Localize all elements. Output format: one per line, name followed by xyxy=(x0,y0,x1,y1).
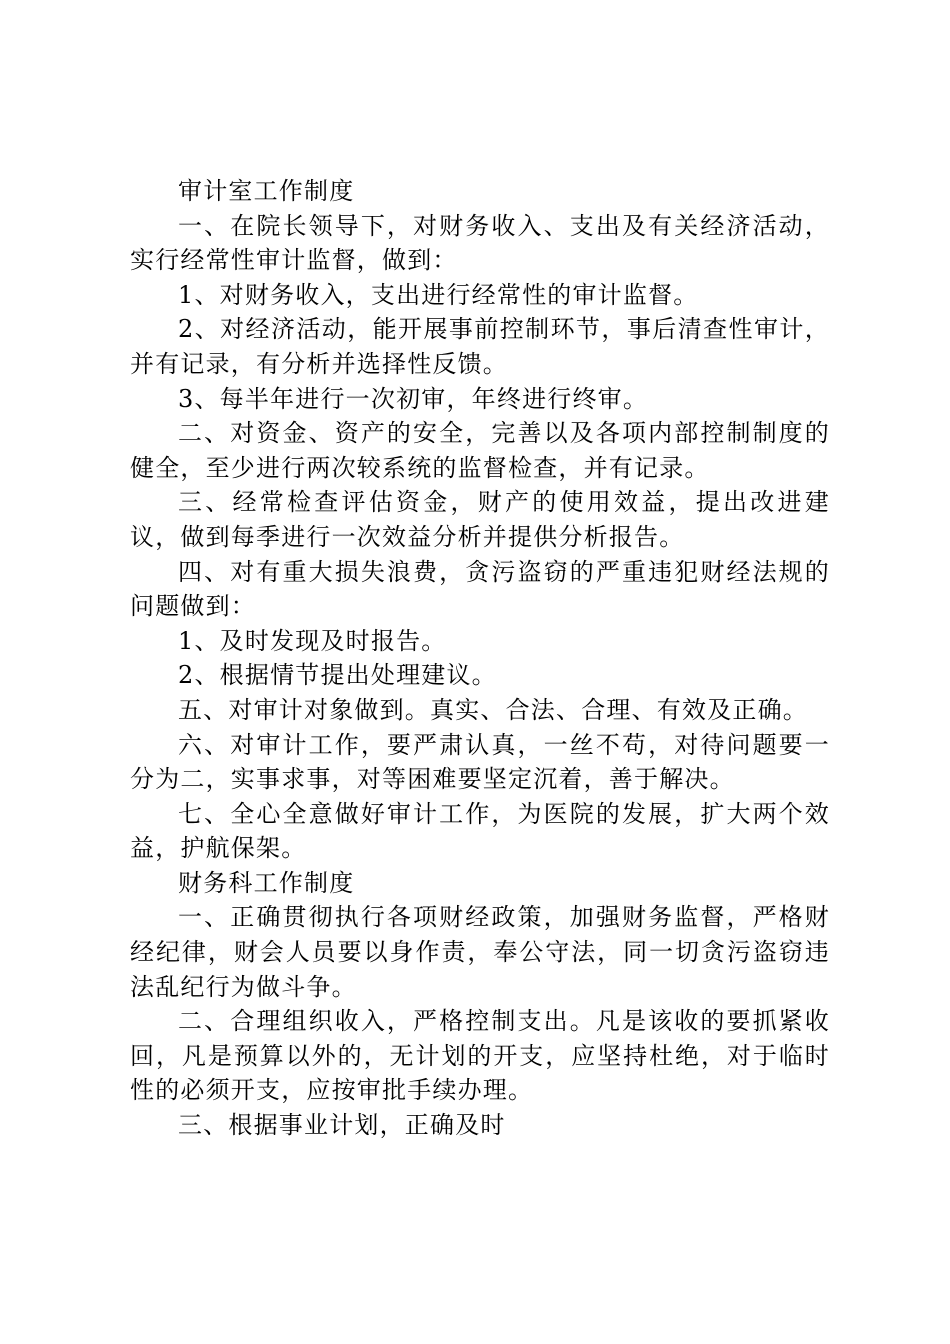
paragraph: 七、全心全意做好审计工作，为医院的发展，扩大两个效益，护航保架。 xyxy=(130,799,830,863)
section-title-finance: 财务科工作制度 xyxy=(178,868,355,897)
paragraph: 六、对审计工作，要严肃认真，一丝不苟，对待问题要一分为二，实事求事，对等困难要坚定沉着，善于解决。 xyxy=(130,730,830,794)
paragraph: 三、根据事业计划，正确及时 xyxy=(178,1111,506,1140)
document-body xyxy=(130,174,830,1143)
paragraph: 3、每半年进行一次初审，年终进行终审。 xyxy=(178,384,649,413)
paragraph: 2、根据情节提出处理建议。 xyxy=(178,661,497,690)
paragraph: 二、合理组织收入，严格控制支出。凡是该收的要抓紧收回，凡是预算以外的，无计划的开支，应坚持杜绝，对于临时性的必须开支，应按审批手续办理。 xyxy=(130,1007,830,1105)
paragraph: 一、在院长领导下，对财务收入、支出及有关经济活动，实行经常性审计监督，做到： xyxy=(130,211,830,275)
paragraph: 2、对经济活动，能开展事前控制环节，事后清查性审计，并有记录，有分析并选择性反馈。 xyxy=(130,315,830,378)
paragraph: 四、对有重大损失浪费，贪污盗窃的严重违犯财经法规的问题做到： xyxy=(130,557,830,621)
paragraph: 1、对财务收入，支出进行经常性的审计监督。 xyxy=(178,280,699,309)
paragraph: 三、经常检查评估资金，财产的使用效益，提出改进建议，做到每季进行一次效益分析并提供分析报告。 xyxy=(130,488,830,551)
paragraph: 五、对审计对象做到。真实、合法、合理、有效及正确。 xyxy=(178,695,808,724)
paragraph: 一、正确贯彻执行各项财经政策，加强财务监督，严格财经纪律，财会人员要以身作责，奉公守法，同一切贪污盗窃违法乱纪行为做斗争。 xyxy=(130,903,830,1001)
paragraph: 二、对资金、资产的安全，完善以及各项内部控制制度的健全，至少进行两次较系统的监督检查，并有记录。 xyxy=(130,419,830,482)
paragraph: 1、及时发现及时报告。 xyxy=(178,626,447,655)
section-title-audit: 审计室工作制度 xyxy=(178,177,355,205)
